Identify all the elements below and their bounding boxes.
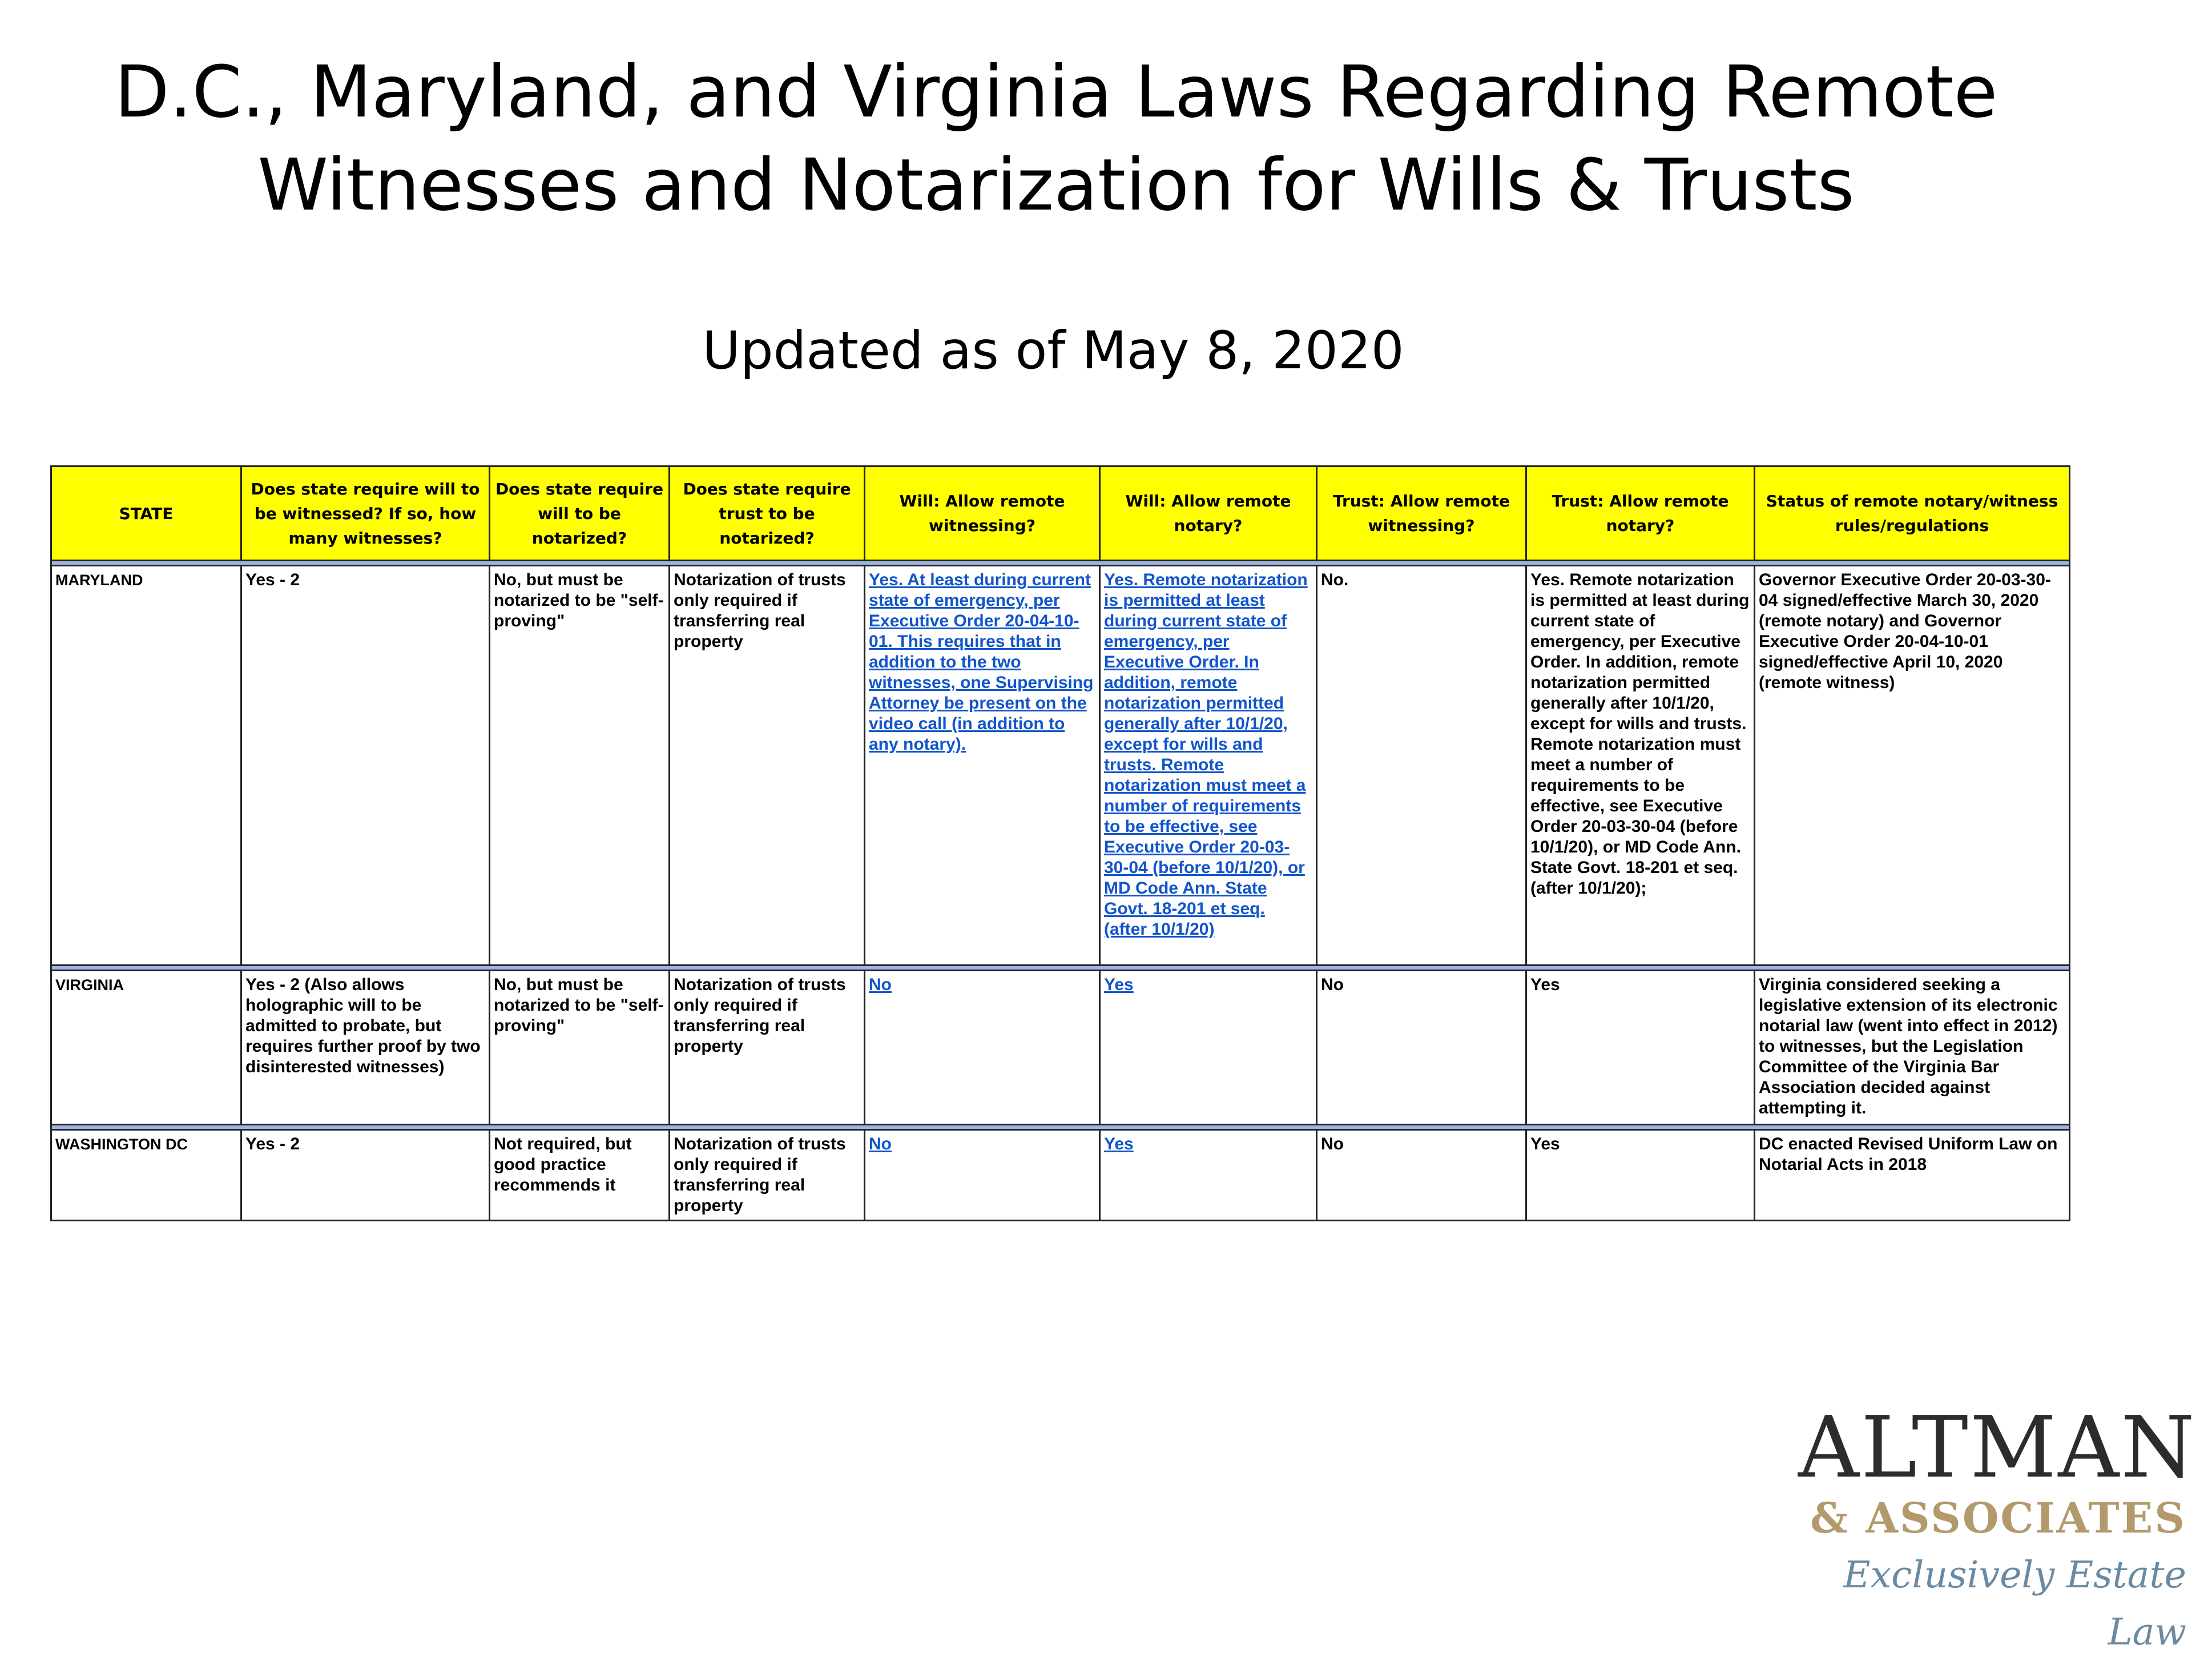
updated-date: Updated as of May 8, 2020 [702, 321, 1404, 381]
firm-logo [1798, 1398, 2197, 1661]
laws-table [50, 465, 2070, 1221]
will-remote-witness-link[interactable]: No [869, 975, 892, 994]
cell-will-notarized: No, but must be notarized to be "self-proving" [490, 566, 670, 966]
cell-will-remote-witness[interactable] [865, 566, 1100, 966]
col-header-will-remote-witness: Will: Allow remote witnessing? [865, 466, 1100, 561]
will-remote-witness-link[interactable]: Yes. At least during current state of emergency, per Executive Order 20-04-10-01. This requires that in addition to the two witnesses, one Supervising Attorney be present on the video call (in addition to any notary). [869, 570, 1094, 754]
cell-will-remote-notary[interactable] [1100, 566, 1317, 966]
cell-trust-remote-notary: Yes [1526, 1130, 1755, 1221]
table-row-washington-dc [51, 1130, 2070, 1221]
will-remote-notary-link[interactable]: Yes [1104, 1135, 1134, 1153]
will-remote-notary-link[interactable]: Yes [1104, 975, 1134, 994]
row-separator [51, 966, 2070, 971]
cell-state: VIRGINIA [51, 971, 241, 1125]
cell-trust-remote-witness: No. [1317, 566, 1526, 966]
logo-tagline: Exclusively Estate Law [1843, 1554, 2186, 1654]
cell-status: Governor Executive Order 20-03-30-04 signed/effective March 30, 2020 (remote notary) and Governor Executive Order 20-04-10-01 signed/effective April 10, 2020 (remote witness) [1755, 566, 2070, 966]
cell-trust-remote-witness: No [1317, 1130, 1526, 1221]
col-header-trust-remote-notary: Trust: Allow remote notary? [1526, 466, 1755, 561]
cell-trust-notarized: Notarization of trusts only required if transferring real property [670, 971, 865, 1125]
cell-will-remote-witness[interactable] [865, 1130, 1100, 1221]
cell-status: Virginia considered seeking a legislative extension of its electronic notarial law (went into effect in 2012) to witnesses, but the Legislation Committee of the Virginia Bar Association decided against attempting it. [1755, 971, 2070, 1125]
cell-will-notarized: No, but must be notarized to be "self-proving" [490, 971, 670, 1125]
cell-will-remote-witness[interactable] [865, 971, 1100, 1125]
table-row-virginia [51, 971, 2070, 1125]
cell-trust-remote-witness: No [1317, 971, 1526, 1125]
logo-sub: & ASSOCIATES [1810, 1494, 2186, 1543]
col-header-will-remote-notary: Will: Allow remote notary? [1100, 466, 1317, 561]
col-header-trust-notarized: Does state require trust to be notarized? [670, 466, 865, 561]
cell-status: DC enacted Revised Uniform Law on Notarial Acts in 2018 [1755, 1130, 2070, 1221]
col-header-state: STATE [51, 466, 241, 561]
row-separator [51, 1125, 2070, 1130]
cell-will-notarized: Not required, but good practice recommends it [490, 1130, 670, 1221]
logo-name: ALTMAN [1798, 1398, 2197, 1497]
cell-witnessed: Yes - 2 [241, 566, 490, 966]
col-header-will-notarized: Does state require will to be notarized? [490, 466, 670, 561]
col-header-status: Status of remote notary/witness rules/regulations [1755, 466, 2070, 561]
cell-will-remote-notary[interactable] [1100, 971, 1317, 1125]
page-title: D.C., Maryland, and Virginia Laws Regarding Remote Witnesses and Notarization for Wills & Trusts [114, 51, 1998, 227]
cell-witnessed: Yes - 2 (Also allows holographic will to be admitted to probate, but requires further proof by two disinterested witnesses) [241, 971, 490, 1125]
cell-state: MARYLAND [51, 566, 241, 966]
header-row [51, 466, 2070, 561]
cell-trust-notarized: Notarization of trusts only required if transferring real property [670, 1130, 865, 1221]
cell-witnessed: Yes - 2 [241, 1130, 490, 1221]
cell-state: WASHINGTON DC [51, 1130, 241, 1221]
table-row-maryland [51, 566, 2070, 966]
cell-trust-remote-notary: Yes. Remote notarization is permitted at least during current state of emergency, per Executive Order. In addition, remote notarization permitted generally after 10/1/20, except for wills and trusts. Remote notarization must meet a number of requirements to be effective, see Executive Order 20-03-30-04 (before 10/1/20), or MD Code Ann. State Govt. 18-201 et seq. (after 10/1/20); [1526, 566, 1755, 966]
will-remote-witness-link[interactable]: No [869, 1135, 892, 1153]
cell-will-remote-notary[interactable] [1100, 1130, 1317, 1221]
cell-trust-remote-notary: Yes [1526, 971, 1755, 1125]
row-separator [51, 561, 2070, 566]
cell-trust-notarized: Notarization of trusts only required if transferring real property [670, 566, 865, 966]
col-header-trust-remote-witness: Trust: Allow remote witnessing? [1317, 466, 1526, 561]
col-header-will-witnessed: Does state require will to be witnessed? If so, how many witnesses? [241, 466, 490, 561]
will-remote-notary-link[interactable]: Yes. Remote notarization is permitted at least during current state of emergency, per Executive Order. In addition, remote notarization permitted generally after 10/1/20, except for wills and trusts. Remote notarization must meet a number of requirements to be effective, see Executive Order 20-03-30-04 (before 10/1/20), or MD Code Ann. State Govt. 18-201 et seq. (after 10/1/20) [1104, 570, 1308, 939]
